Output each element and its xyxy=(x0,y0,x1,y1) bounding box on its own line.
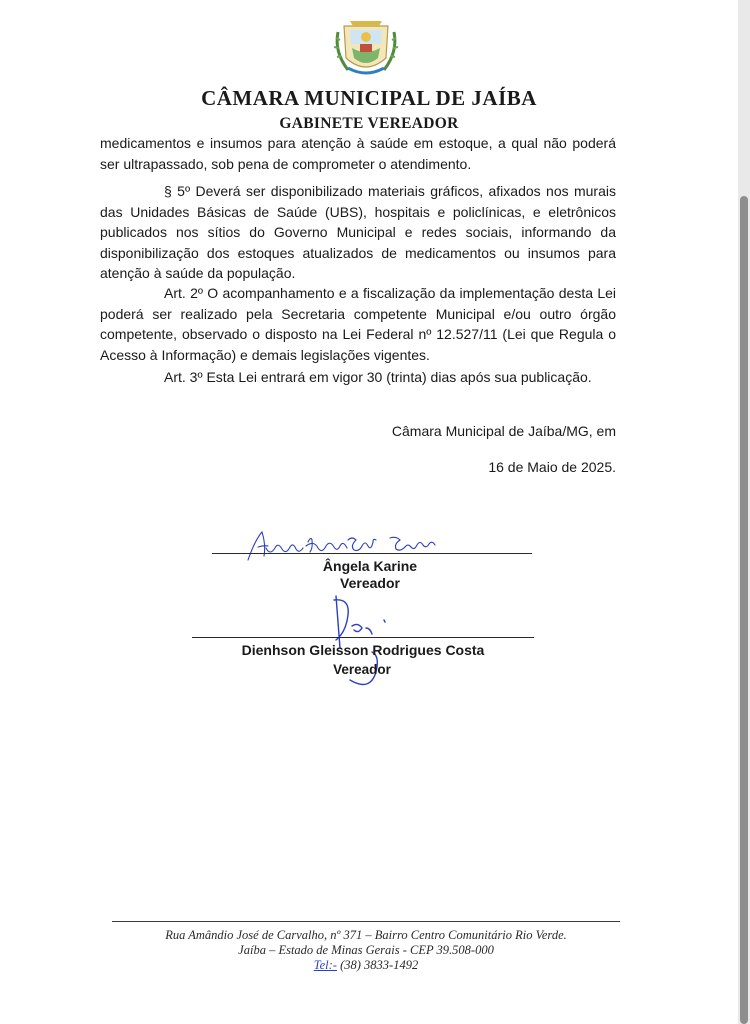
signer-name: Dienhson Gleisson Rodrigues Costa xyxy=(241,642,485,658)
scrollbar[interactable] xyxy=(738,0,750,1024)
phone-number: (38) 3833-1492 xyxy=(336,958,419,972)
signer-role: Vereador xyxy=(340,575,400,591)
footer-city: Jaíba – Estado de Minas Gerais - CEP 39.508-000 xyxy=(238,943,494,957)
scrollbar-thumb[interactable] xyxy=(740,196,748,1024)
footer-address: Rua Amândio José de Carvalho, nº 371 – Bairro Centro Comunitário Rio Verde. xyxy=(165,928,567,942)
signer-role: Vereador xyxy=(333,662,391,677)
paragraph-article-3: Art. 3º Esta Lei entrará em vigor 30 (trinta) dias após sua publicação. xyxy=(164,369,592,385)
phone-label[interactable]: Tel:- xyxy=(313,958,337,972)
paragraph-section-5: § 5º Deverá ser disponibilizado materiais gráficos, afixados nos murais das Unidades Básicas de Saúde (UBS), hospitais e policlínicas, e eletrônicos publicados nos sítios do Governo Municipal e redes sociais, informando da disponibilização dos estoques atualizados de medicamentos ou insumos para atenção à saúde da população. xyxy=(100,183,616,281)
signer-name: Ângela Karine xyxy=(322,558,418,574)
footer-phone xyxy=(112,958,620,973)
paragraph-continuation: medicamentos e insumos para atenção à saúde em estoque, a qual não poderá ser ultrapassado, sob pena de comprometer o atendimento. xyxy=(100,135,616,172)
office-subtitle: GABINETE VEREADOR xyxy=(279,115,459,132)
signature-angela-karine xyxy=(248,532,435,560)
signing-date: 16 de Maio de 2025. xyxy=(488,459,616,475)
signature-line xyxy=(192,637,534,638)
paragraph-article-2: Art. 2º O acompanhamento e a fiscalização da implementação desta Lei poderá ser realizado pela Secretaria competente Municipal e/ou outro órgão competente, observado o disposto na Lei Federal nº 12.527/11 (Lei que Regula o Acesso à Informação) e demais legislações vigentes. xyxy=(100,285,616,363)
municipal-coat-of-arms-icon xyxy=(330,18,402,80)
signing-place: Câmara Municipal de Jaíba/MG, em xyxy=(391,423,616,439)
chamber-title: CÂMARA MUNICIPAL DE JAÍBA xyxy=(201,86,537,110)
signature-line xyxy=(212,553,532,554)
footer-divider xyxy=(112,921,620,922)
